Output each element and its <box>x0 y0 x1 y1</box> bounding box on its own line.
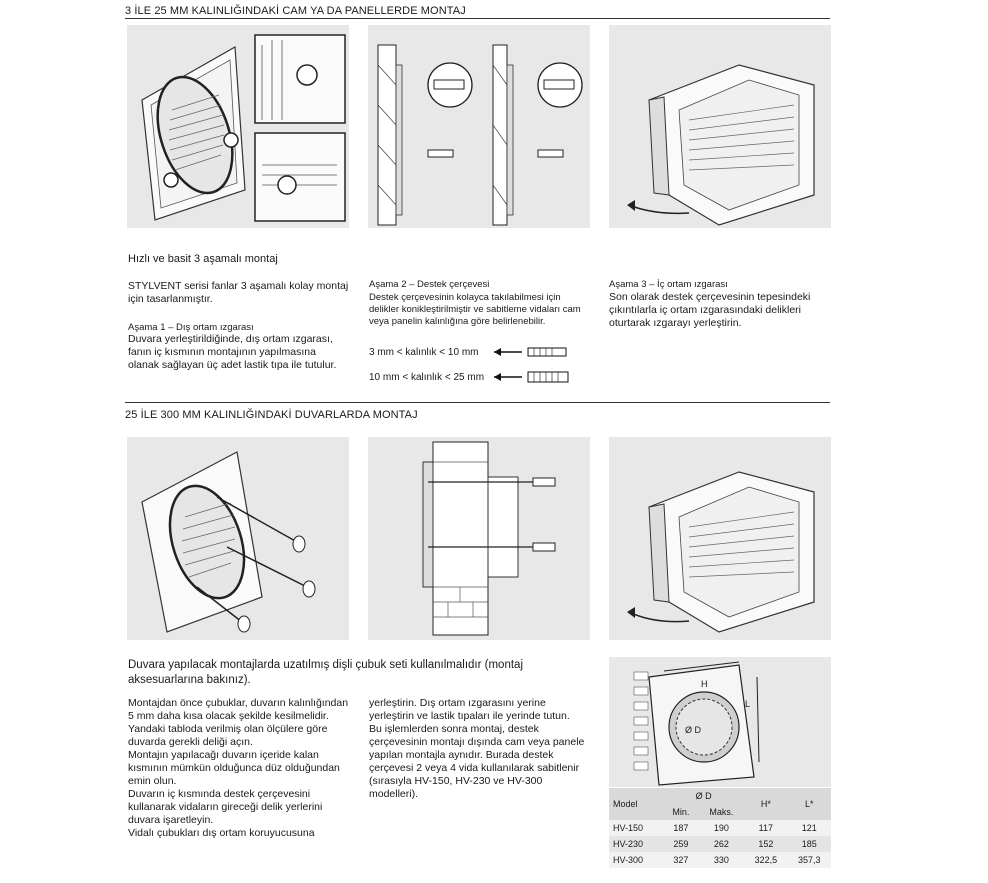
step3-text: Son olarak destek çerçevesinin tepesindeki çıkıntılarla iç ortam ızgarasındaki delikleri oturtarak ızgarayı yerleştirin. <box>609 291 811 329</box>
step2-text: Destek çerçevesinin kolayca takılabilmesi için delikler konikleştirilmiştir ve sabitleme vidaları cam veya panelin kalınlığına göre belirlenebilir. <box>369 292 581 327</box>
table-cell-model: HV-230 <box>609 836 663 852</box>
table-cell-model: HV-150 <box>609 820 663 836</box>
section2-col2: yerleştirin. Dış ortam ızgarasını yerine yerleştirin ve lastik tıpaları ile yerinde tutun. Bu işlemlerden sonra montaj, destek çerçevesinin montajı dışında cam veya panele yapılan montajla aynıdır. Burada destek çerçevesi 2 veya 4 vida kullanılarak sabitlenir (sırasıyla HV-150, HV-230 ve HV-300 modelleri). <box>369 697 585 800</box>
table-header-l: L* <box>788 788 831 820</box>
dimension-d-label: Ø D <box>685 725 702 735</box>
intro-text: STYLVENT serisi fanlar 3 aşamalı kolay montaj için tasarlanmıştır. <box>128 280 349 305</box>
table-row <box>609 820 831 836</box>
figure-wall-section <box>368 437 590 640</box>
figure-threaded-rods <box>127 437 349 640</box>
table-cell-h: 152 <box>744 836 787 852</box>
table-cell-max: 330 <box>699 852 745 868</box>
section2-title: 25 İLE 300 MM KALINLIĞINDAKİ DUVARLARDA MONTAJ <box>125 409 418 421</box>
figure-outer-grille <box>127 25 349 228</box>
table-header-model: Model <box>609 788 663 820</box>
table-row <box>609 836 831 852</box>
step2-title: Aşama 2 – Destek çerçevesi <box>369 279 490 290</box>
step1-text: Duvara yerleştirildiğinde, dış ortam ızgarası, fanın iç kısmının montajının yapılmasına olanak sağlayan üç adet lastik tıpa ile tutulur. <box>128 333 337 371</box>
section2-lead: Duvara yapılacak montajlarda uzatılmış dişli çubuk seti kullanılmalıdır (montaj aksesuarlarına bakınız). <box>128 659 523 686</box>
step1-title: Aşama 1 – Dış ortam ızgarası <box>128 322 254 333</box>
step2-rule1: 3 mm < kalınlık < 10 mm <box>369 346 479 358</box>
dimension-h-label: H <box>701 679 708 689</box>
figure-support-frame <box>368 25 590 228</box>
section1-rule <box>125 18 830 19</box>
table-cell-h: 117 <box>744 820 787 836</box>
figure-wall-hole-dimensions <box>609 657 831 787</box>
figure-inner-grille-2 <box>609 437 831 640</box>
section1-heading: Hızlı ve basit 3 aşamalı montaj <box>128 253 278 265</box>
table-cell-model: HV-300 <box>609 852 663 868</box>
figure-inner-grille <box>609 25 831 228</box>
table-cell-l: 121 <box>788 820 831 836</box>
table-cell-min: 187 <box>663 820 699 836</box>
section2-col1: Montajdan önce çubuklar, duvarın kalınlığından 5 mm daha kısa olacak şekilde kesilmelidir. Yandaki tabloda verilmiş olan ölçülere göre duvarda gerekli deliği açın. Montajın yapılacağı duvarın içeride kalan kısmının mümkün olduğunca düz olduğundan emin olun. Duvarın iç kısmında destek çerçevesini kullanarak vidaların gireceği delik yerlerini duvara işaretleyin. Vidalı çubukları dış ortam koruyucusuna <box>128 697 349 839</box>
table-header-max: Maks. <box>699 804 745 820</box>
step2-rule-row-2 <box>369 370 572 384</box>
table-cell-h: 322,5 <box>744 852 787 868</box>
step3-title: Aşama 3 – İç ortam ızgarası <box>609 279 728 290</box>
table-cell-max: 190 <box>699 820 745 836</box>
section1-title: 3 İLE 25 MM KALINLIĞINDAKİ CAM YA DA PANELLERDE MONTAJ <box>125 5 466 17</box>
table-header-h: H* <box>744 788 787 820</box>
table-header-min: Min. <box>663 804 699 820</box>
section2-rule <box>125 402 830 403</box>
table-cell-min: 259 <box>663 836 699 852</box>
screw-short-icon <box>492 345 572 359</box>
table-cell-min: 327 <box>663 852 699 868</box>
table-row <box>609 852 831 868</box>
dimension-l-label: L <box>745 699 751 709</box>
dimensions-table <box>609 788 831 868</box>
screw-long-icon <box>492 370 572 384</box>
table-header-d: Ø D <box>663 788 744 804</box>
table-cell-l: 185 <box>788 836 831 852</box>
step2-rule-row-1 <box>369 345 572 359</box>
table-cell-l: 357,3 <box>788 852 831 868</box>
section1-intro <box>128 280 350 306</box>
step2-rule2: 10 mm < kalınlık < 25 mm <box>369 371 485 383</box>
table-cell-max: 262 <box>699 836 745 852</box>
